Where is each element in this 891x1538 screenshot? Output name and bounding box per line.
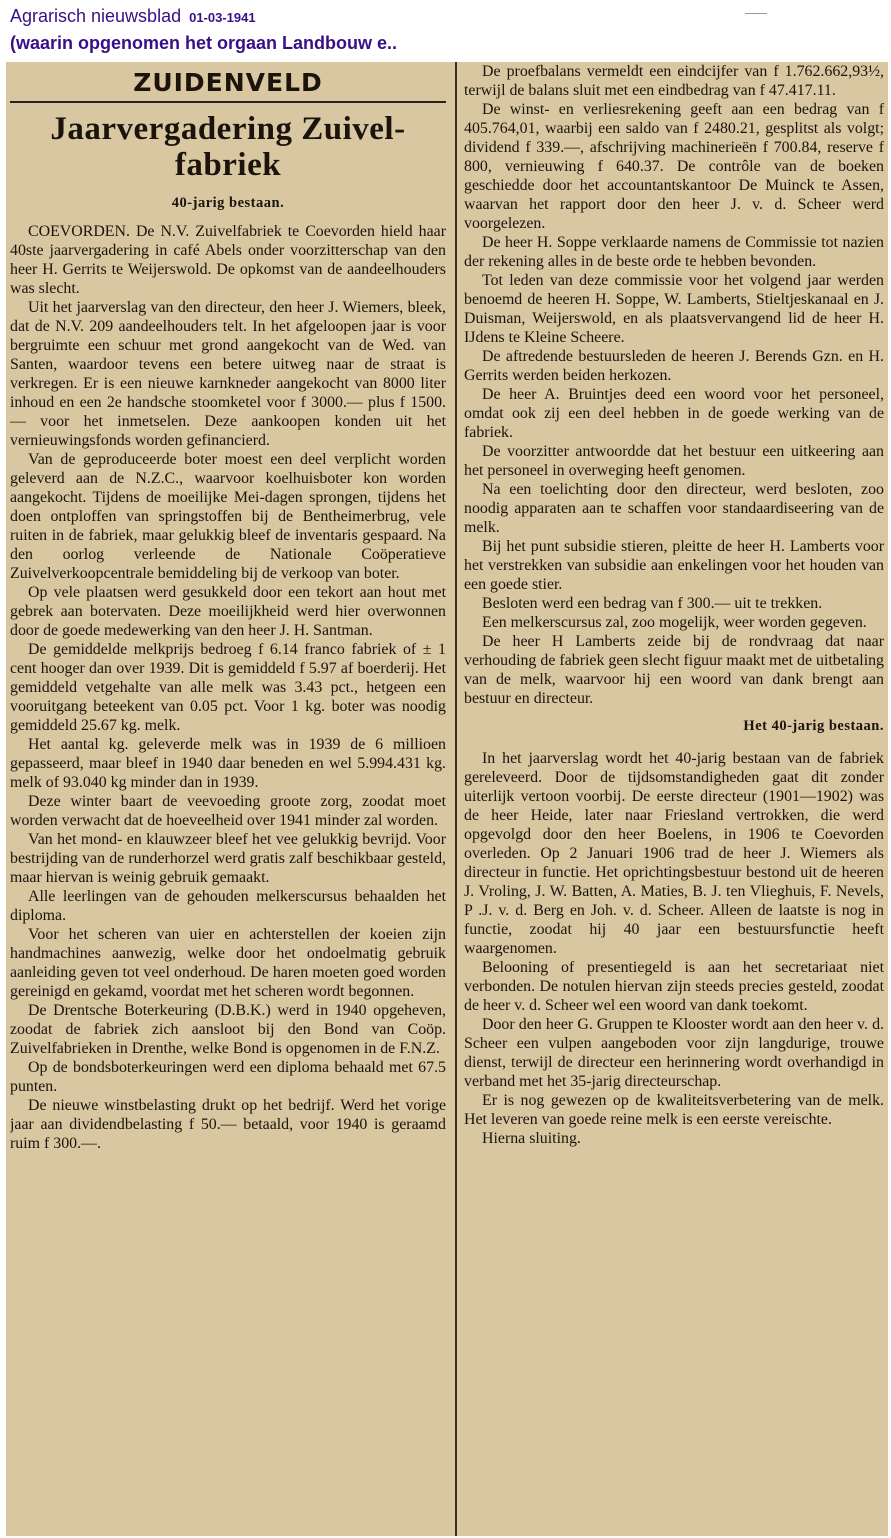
paragraph: COEVORDEN. De N.V. Zuivelfabriek te Coevorden hield haar 40ste jaarvergadering in café Abels onder voorzitterschap van den heer H. Gerrits te Weijerswold. De opkomst van de aandeelhouders was slecht.	[10, 223, 446, 297]
newspaper-line	[10, 6, 256, 27]
paragraph: De gemiddelde melkprijs bedroeg f 6.14 franco fabriek of ± 1 cent hooger dan over 1939. Dit is gemiddeld f 5.97 af boerderij. Het gemiddeld vetgehalte van alle melk was 3.43 pct., hetgeen een vooruitgang beteekent van 0.05 pct. Voor 1 kg. boter was noodig gemiddeld 25.67 kg. melk.	[10, 641, 446, 734]
column-right-body-a	[464, 62, 884, 708]
paragraph: De nieuwe winstbelasting drukt op het bedrijf. Werd het vorige jaar aan dividendbelasting f 50.— betaald, voor 1940 is geraamd ruim f 300.—.	[10, 1097, 446, 1152]
section-heading: ZUIDENVELD	[133, 68, 323, 97]
column-left	[10, 62, 446, 1536]
newspaper-name: Agrarisch nieuwsblad	[10, 6, 182, 26]
paragraph: Besloten werd een bedrag van f 300.— uit te trekken.	[482, 595, 823, 612]
paragraph: In het jaarverslag wordt het 40-jarig bestaan van de fabriek gereleveerd. Door de tijdsomstandigheden gaat dit zonder uiterlijk vertoon voorbij. De eerste directeur (1901—1902) was de heer Heide, later naar Friesland vertrokken, die werd opgevolgd door den heer Boelens, in 1906 te Coevorden overleden. Op 2 Januari 1906 trad de heer J. Wiemers als directeur in functie. Het oprichtingsbestuur bestond uit de heeren J. Vroling, J. W. Batten, A. Maties, B. J. ten Vlieghuis, F. Nevels, P .J. v. d. Berg en Joh. v. d. Scheer. Alleen de laatste is nog in functie, zoodat hij 40 jaar een bestuursfunctie heeft waargenomen.	[464, 750, 884, 957]
paragraph: De winst- en verliesrekening geeft aan een bedrag van f 405.764,01, waarbij een saldo van f 2480.21, gesplitst als volgt; dividend f 339.—, afschrijving machinerieën f 700.84, reserve f 800, vernieuwing f 640.37. De contrôle van de boeken geschiedde door het accountantskantoor De Muinck te Assen, waarvan het rapport door den heer J. v. d. Scheer werd voorgelezen.	[464, 101, 884, 232]
paragraph: Een melkerscursus zal, zoo mogelijk, weer worden gegeven.	[482, 614, 867, 631]
header-dash	[745, 13, 767, 14]
paragraph: De proefbalans vermeldt een eindcijfer van f 1.762.662,93½, terwijl de balans sluit met een eindbedrag van f 47.417.11.	[464, 63, 884, 99]
paragraph: De heer H. Soppe verklaarde namens de Commissie tot nazien der rekening alles in de beste orde te hebben bevonden.	[464, 234, 884, 270]
paragraph: Uit het jaarverslag van den directeur, den heer J. Wiemers, bleek, dat de N.V. 209 aandeelhouders telt. In het afgeloopen jaar is voor bergruimte een schuur met grond aangekocht van de Wed. van Santen, waardoor tevens een betere uitweg naar de straat is verkregen. Er is een nieuwe karnkneder aangekocht van 8000 liter inhoud en een 2e handsche stoomketel voor f 3000.— plus f 1500.— voor het inmetselen. Deze aankoopen konden uit het vernieuwingsfonds worden gefinancierd.	[10, 299, 446, 449]
article-subheading-2: Het 40-jarig bestaan.	[743, 718, 884, 734]
paragraph: Van het mond- en klauwzeer bleef het vee gelukkig bevrijd. Voor bestrijding van de runderhorzel werd gratis zalf beschikbaar gesteld, maar hiervan is weinig gebruik gemaakt.	[10, 831, 446, 886]
paragraph: Van de geproduceerde boter moest een deel verplicht worden geleverd aan de N.Z.C., waarvoor koelhuisboter kon worden aangekocht. Tijdens de moeilijke Mei-dagen sprongen, tijdens het doen ontploffen van springstoffen bij de Bentheimerbrug, vele ruiten in de fabriek, maar gelukkig bleef de inventaris gespaard. Na den oorlog verleende de Nationale Coöperatieve Zuivelverkoopcentrale bemiddeling bij de verkoop van boter.	[10, 451, 446, 582]
paragraph: Op vele plaatsen werd gesukkeld door een tekort aan hout met gebrek aan botervaten. Deze moeilijkheid werd hier overwonnen door de goede medewerking van den heer J. H. Santman.	[10, 584, 446, 639]
paragraph: De heer A. Bruintjes deed een woord voor het personeel, omdat ook zij een deel hebben in de goede werking van de fabriek.	[464, 386, 884, 441]
paragraph: Belooning of presentiegeld is aan het secretariaat niet verbonden. De notulen hiervan zijn steeds precies gesteld, zoodat de heer v. d. Scheer wel een woord van dank toekomt.	[464, 959, 884, 1014]
article-subheading: 40-jarig bestaan.	[171, 195, 285, 211]
paragraph: De Drentsche Boterkeuring (D.B.K.) werd in 1940 opgeheven, zoodat de fabriek zich aansloot bij den Bond van Coöp. Zuivelfabrieken in Drenthe, welke Bond is opgenomen in de F.N.Z.	[10, 1002, 446, 1057]
paragraph: Er is nog gewezen op de kwaliteitsverbetering van de melk. Het leveren van goede reine melk is een eerste vereischte.	[464, 1092, 884, 1128]
clipping-header	[0, 0, 891, 60]
paragraph: De aftredende bestuursleden de heeren J. Berends Gzn. en H. Gerrits werden beiden herkozen.	[464, 348, 884, 384]
column-left-body	[10, 222, 446, 1153]
paragraph: Voor het scheren van uier en achterstellen der koeien zijn handmachines aanwezig, welke door het ondoelmatig gebruik aanleiding geven tot veel onderhoud. De haren moeten goed worden gereinigd en gekamd, voordat met het scheren wordt begonnen.	[10, 926, 446, 1000]
paragraph: De heer H Lamberts zeide bij de rondvraag dat naar verhouding de fabriek geen slecht figuur maakt met de uitbetaling van de melk, waarvoor hij een woord van dank brengt aan bestuur en directeur.	[464, 633, 884, 707]
newspaper-clipping	[6, 62, 888, 1536]
publication-date: 01-03-1941	[189, 10, 256, 25]
paragraph: Na een toelichting door den directeur, werd besloten, zoo noodig apparaten aan te schaffen voor standaardiseering van de melk.	[464, 481, 884, 536]
section-rule	[10, 101, 446, 103]
paragraph: Hierna sluiting.	[482, 1130, 581, 1147]
newspaper-subtitle: (waarin opgenomen het orgaan Landbouw e..	[10, 33, 398, 53]
column-divider	[455, 62, 457, 1536]
paragraph: Het aantal kg. geleverde melk was in 1939 de 6 millioen gepasseerd, maar bleef in 1940 daar beneden en wel 5.994.431 kg. melk of 93.040 kg minder dan in 1939.	[10, 736, 446, 791]
paragraph: De voorzitter antwoordde dat het bestuur een uitkeering aan het personeel in overweging heeft genomen.	[464, 443, 884, 479]
paragraph: Bij het punt subsidie stieren, pleitte de heer H. Lamberts voor het verstrekken van subsidie aan enkelingen voor het houden van een goede stier.	[464, 538, 884, 593]
paragraph: Alle leerlingen van de gehouden melkerscursus behaalden het diploma.	[10, 888, 446, 924]
paragraph: Door den heer G. Gruppen te Klooster wordt aan den heer v. d. Scheer een vulpen aangeboden voor zijn langdurige, trouwe dienst, terwijl de directeur een herinnering wordt overhandigd in verband met het 35-jarig directeurschap.	[464, 1016, 884, 1090]
paragraph: Tot leden van deze commissie voor het volgend jaar werden benoemd de heeren H. Soppe, W. Lamberts, Stieltjeskanaal en J. Duisman, Weijerswold, en als plaatsvervangend lid de heer H. IJdens te Kleine Scheere.	[464, 272, 884, 346]
column-right-body-b	[464, 749, 884, 1148]
paragraph: Op de bondsboterkeuringen werd een diploma behaald met 67.5 punten.	[10, 1059, 446, 1095]
article-title: Jaarvergadering Zuivel- fabriek	[50, 111, 406, 183]
column-right	[464, 62, 884, 1536]
paragraph: Deze winter baart de veevoeding groote zorg, zoodat moet worden verwacht dat de hoeveelheid over 1941 minder zal worden.	[10, 793, 446, 829]
